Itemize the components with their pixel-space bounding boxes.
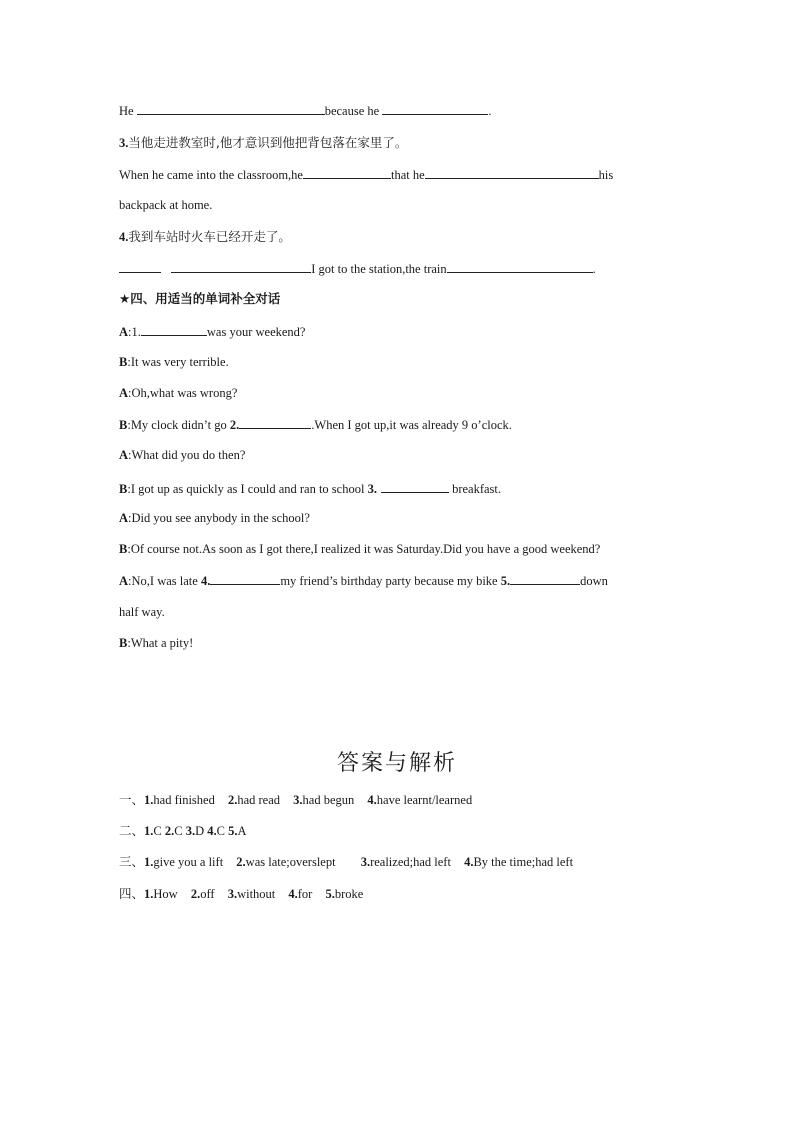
- answer-number: 5.: [228, 824, 238, 838]
- text: :It was very terrible.: [127, 355, 229, 369]
- dialogue-line-2: [119, 353, 229, 371]
- section-label: 三、: [119, 854, 145, 869]
- answer-text: without: [237, 887, 276, 901]
- answer-text: had begun: [302, 793, 355, 807]
- answer-row-1: [119, 791, 472, 809]
- blank-number: 3.: [367, 482, 377, 496]
- answer-row-4: [119, 885, 363, 903]
- text: half way.: [119, 605, 165, 619]
- answers-title: 答案与解析: [336, 751, 457, 776]
- blank-number: 4.: [200, 574, 211, 588]
- dialogue-line-4: [119, 415, 512, 434]
- answer-text: By the time;had left: [473, 855, 574, 869]
- q3-item4-chinese: [119, 228, 291, 246]
- text: :: [128, 325, 132, 339]
- text: that he: [390, 168, 425, 182]
- answer-text: How: [153, 887, 178, 901]
- text: :My clock didn’t go: [127, 418, 230, 432]
- answer-number: 4.: [207, 824, 217, 838]
- speaker: A: [119, 511, 129, 525]
- text: :What a pity!: [127, 636, 194, 650]
- text: :Oh,what was wrong?: [128, 386, 238, 400]
- section4-heading: ★四、用适当的单词补全对话: [119, 291, 281, 306]
- q3-item4-english: [119, 259, 596, 278]
- speaker: B: [119, 418, 128, 432]
- text: .When I got up,it was already 9 o’clock.: [311, 418, 512, 432]
- answer-text: A: [237, 824, 247, 838]
- text: :Of course not.As soon as I got there,I realized it was Saturday.Did you have a good weekend?: [127, 542, 601, 556]
- answer-number: 1.: [144, 887, 154, 901]
- blank-number: 2.: [229, 418, 240, 432]
- answer-number: 1.: [144, 855, 154, 869]
- answer-blank[interactable]: [510, 571, 580, 585]
- text: his: [598, 168, 614, 182]
- q3-item3-english: [119, 165, 613, 184]
- answer-blank[interactable]: [239, 415, 311, 429]
- answer-row-3: [119, 853, 573, 871]
- speaker: B: [119, 542, 128, 556]
- text: :No,I was late: [128, 574, 201, 588]
- text: When he came into the classroom,he: [119, 168, 303, 182]
- speaker: A: [119, 574, 129, 588]
- text: .: [592, 262, 596, 276]
- answer-text: had finished: [153, 793, 215, 807]
- answer-text: had read: [237, 793, 281, 807]
- q3-item2-sentence: [119, 101, 491, 120]
- text: breakfast.: [448, 482, 502, 496]
- speaker: B: [119, 355, 128, 369]
- section-label: 一、: [119, 792, 145, 807]
- answer-number: 3.: [293, 793, 303, 807]
- blank-number: 5.: [500, 574, 511, 588]
- dialogue-line-7: [119, 509, 310, 527]
- section-label: 二、: [119, 823, 145, 838]
- text: down: [580, 574, 608, 588]
- answer-text: for: [297, 887, 313, 901]
- dialogue-line-3: [119, 384, 237, 402]
- answer-blank[interactable]: [137, 101, 325, 115]
- text: :Did you see anybody in the school?: [128, 511, 310, 525]
- answer-blank[interactable]: [141, 322, 207, 336]
- answer-number: 1.: [144, 824, 154, 838]
- answer-text: C: [153, 824, 162, 838]
- answer-number: 3.: [360, 855, 371, 869]
- answer-blank[interactable]: [382, 101, 488, 115]
- item-number: 3.: [119, 136, 129, 150]
- dialogue-line-11: [119, 634, 193, 652]
- text: :I got up as quickly as I could and ran to school: [127, 482, 368, 496]
- answer-number: 2.: [190, 887, 201, 901]
- text: because he: [324, 104, 380, 118]
- answer-number: 4.: [288, 887, 298, 901]
- answer-row-2: [119, 822, 246, 840]
- blank-number: 1.: [131, 325, 141, 339]
- answer-number: 5.: [325, 887, 335, 901]
- answer-text: broke: [334, 887, 364, 901]
- text: my friend’s birthday party because my bike: [280, 574, 501, 588]
- answer-number: 1.: [144, 793, 154, 807]
- answer-number: 3.: [185, 824, 196, 838]
- answer-number: 2.: [164, 824, 175, 838]
- answer-number: 2.: [227, 793, 238, 807]
- answer-blank[interactable]: [381, 479, 449, 493]
- dialogue-line-6: [119, 479, 501, 498]
- speaker: A: [119, 386, 129, 400]
- chinese-sentence: 当他走进教室时,他才意识到他把背包落在家里了。: [128, 135, 408, 150]
- answer-text: give you a lift: [153, 855, 224, 869]
- dialogue-line-5: [119, 446, 245, 464]
- section-label: 四、: [119, 886, 145, 901]
- text: He: [119, 104, 134, 118]
- text: I got to the station,the train: [311, 262, 447, 276]
- speaker: A: [119, 448, 129, 462]
- answer-number: 4.: [367, 793, 377, 807]
- item-number: 4.: [119, 230, 129, 244]
- text: :What did you do then?: [128, 448, 246, 462]
- answer-blank[interactable]: [303, 165, 391, 179]
- dialogue-line-1: [119, 322, 305, 341]
- q3-item3-english-cont: [119, 196, 212, 214]
- dialogue-line-9: [119, 571, 608, 590]
- answer-text: realized;had left: [370, 855, 451, 869]
- q3-item3-chinese: [119, 134, 407, 152]
- answer-text: have learnt/learned: [376, 793, 473, 807]
- answer-blank[interactable]: [425, 165, 599, 179]
- speaker: A: [119, 325, 129, 339]
- answer-number: 4.: [464, 855, 474, 869]
- answer-text: C: [216, 824, 225, 838]
- answer-blank[interactable]: [119, 259, 161, 273]
- answer-text: was late;overslept: [245, 855, 336, 869]
- answer-blank[interactable]: [210, 571, 280, 585]
- chinese-sentence: 我到车站时火车已经开走了。: [128, 229, 291, 244]
- answer-blank[interactable]: [447, 259, 593, 273]
- answer-number: 3.: [227, 887, 238, 901]
- dialogue-line-10: [119, 603, 165, 621]
- answer-number: 2.: [236, 855, 246, 869]
- text: was your weekend?: [206, 325, 306, 339]
- text: backpack at home.: [119, 198, 213, 212]
- dialogue-line-8: [119, 540, 600, 558]
- speaker: B: [119, 482, 128, 496]
- answer-blank[interactable]: [171, 259, 311, 273]
- speaker: B: [119, 636, 128, 650]
- answer-text: off: [200, 887, 215, 901]
- answer-text: D: [195, 824, 205, 838]
- text: .: [488, 104, 492, 118]
- answer-text: C: [174, 824, 183, 838]
